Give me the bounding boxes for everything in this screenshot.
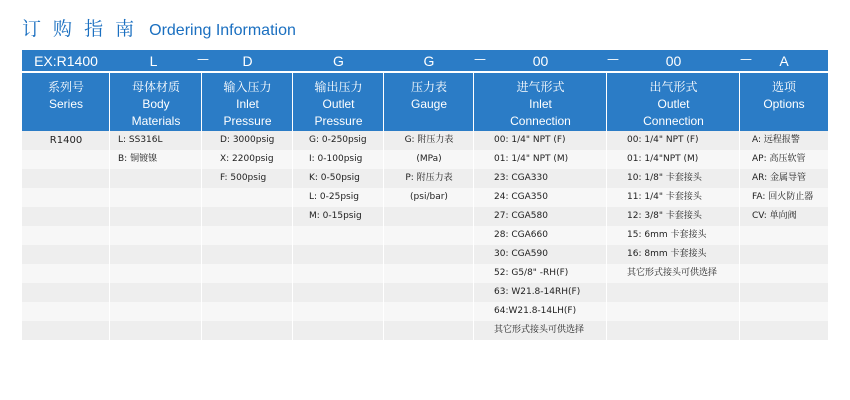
header-en: Options — [763, 97, 805, 111]
table-cell: AP: 高压软管 — [740, 150, 828, 169]
code-outlet-connection: 00 — [665, 53, 682, 69]
table-cell — [110, 321, 202, 340]
table-cell — [202, 283, 293, 302]
code-separator: — — [607, 52, 619, 66]
table-cell: 01: 1/4" NPT (M) — [474, 150, 607, 169]
code-separator: — — [740, 52, 752, 66]
table-cell — [202, 188, 293, 207]
table-cell — [22, 188, 110, 207]
table-cell — [384, 264, 474, 283]
table-cell: 15: 6mm 卡套接头 — [607, 226, 740, 245]
table-cell: CV: 单向阀 — [740, 207, 828, 226]
table-cell: 23: CGA330 — [474, 169, 607, 188]
header-en: Pressure — [314, 114, 363, 128]
table-cell: 64:W21.8-14LH(F) — [474, 302, 607, 321]
header-cn: 输出压力 — [314, 80, 363, 94]
table-cell — [202, 245, 293, 264]
table-cell — [740, 264, 828, 283]
table-cell: AR: 金属导管 — [740, 169, 828, 188]
table-cell: 24: CGA350 — [474, 188, 607, 207]
table-cell — [22, 245, 110, 264]
table-cell — [110, 283, 202, 302]
table-cell — [202, 226, 293, 245]
table-cell: (psi/bar) — [384, 188, 474, 207]
column-divider — [201, 73, 202, 348]
table-cell: G: 附压力表 — [384, 131, 474, 150]
column-divider — [606, 73, 607, 348]
column-header — [740, 73, 828, 131]
table-cell: 其它形式接头可供选择 — [474, 321, 607, 340]
table-cell: D: 3000psig — [202, 131, 293, 150]
table-cell: 10: 1/8" 卡套接头 — [607, 169, 740, 188]
table-cell: (MPa) — [384, 150, 474, 169]
table-cell — [22, 302, 110, 321]
header-en: Materials — [131, 114, 181, 128]
table-cell — [22, 169, 110, 188]
table-cell — [607, 321, 740, 340]
table-column — [740, 131, 828, 348]
column-header — [202, 73, 293, 131]
code-body-material: L — [149, 53, 158, 69]
table-cell — [22, 207, 110, 226]
table-cell — [202, 321, 293, 340]
header-cn: 母体材质 — [131, 80, 180, 94]
table-cell — [384, 245, 474, 264]
table-cell: K: 0-50psig — [293, 169, 384, 188]
table-cell: 12: 3/8" 卡套接头 — [607, 207, 740, 226]
code-gauge: G — [423, 53, 435, 69]
table-cell — [22, 226, 110, 245]
header-cn: 出气形式 — [649, 80, 698, 94]
table-cell: 30: CGA590 — [474, 245, 607, 264]
table-cell: M: 0-15psig — [293, 207, 384, 226]
header-en: Pressure — [223, 114, 272, 128]
column-header — [474, 73, 607, 131]
table-column — [202, 131, 293, 348]
table-cell: FA: 回火防止器 — [740, 188, 828, 207]
table-cell: L: SS316L — [110, 131, 202, 150]
code-inlet-connection: 00 — [532, 53, 549, 69]
table-column — [607, 131, 740, 348]
table-cell — [293, 245, 384, 264]
table-cell — [607, 302, 740, 321]
table-cell — [740, 283, 828, 302]
table-cell — [740, 321, 828, 340]
table-cell: P: 附压力表 — [384, 169, 474, 188]
table-cell — [607, 283, 740, 302]
table-cell — [293, 302, 384, 321]
table-cell: F: 500psig — [202, 169, 293, 188]
header-en: Connection — [510, 114, 571, 128]
column-divider — [383, 73, 384, 348]
code-outlet-pressure: G — [333, 53, 344, 69]
table-cell: 00: 1/4" NPT (F) — [474, 131, 607, 150]
column-header — [607, 73, 740, 131]
table-cell: B: 铜镀镍 — [110, 150, 202, 169]
title-cn: 订 购 指 南 — [22, 18, 138, 40]
table-cell — [110, 264, 202, 283]
table-cell — [384, 283, 474, 302]
column-divider — [473, 73, 474, 348]
header-cn: 输入压力 — [223, 80, 272, 94]
table-column — [110, 131, 202, 348]
table-column — [22, 131, 110, 348]
table-cell — [110, 169, 202, 188]
header-en: Outlet — [322, 97, 355, 111]
code-separator: — — [474, 52, 486, 66]
header-en: Gauge — [410, 97, 448, 111]
table-cell — [22, 283, 110, 302]
column-divider — [739, 73, 740, 348]
table-cell: 16: 8mm 卡套接头 — [607, 245, 740, 264]
table-cell: 00: 1/4" NPT (F) — [607, 131, 740, 150]
table-cell: 11: 1/4" 卡套接头 — [607, 188, 740, 207]
table-cell — [22, 150, 110, 169]
table-cell — [22, 321, 110, 340]
table-cell — [293, 283, 384, 302]
table-cell — [293, 264, 384, 283]
header-cn: 选项 — [771, 80, 796, 94]
order-code-bar — [22, 50, 828, 72]
table-cell — [740, 245, 828, 264]
table-cell — [110, 245, 202, 264]
header-cn: 系列号 — [47, 80, 84, 94]
page-title — [22, 14, 296, 40]
table-cell: I: 0-100psig — [293, 150, 384, 169]
table-cell — [110, 207, 202, 226]
column-header — [110, 73, 202, 131]
header-en: Connection — [643, 114, 704, 128]
code-inlet-pressure: D — [242, 53, 253, 69]
table-cell — [293, 226, 384, 245]
table-cell — [202, 302, 293, 321]
header-en: Body — [142, 97, 170, 111]
table-cell — [384, 226, 474, 245]
table-cell — [110, 302, 202, 321]
table-cell: 63: W21.8-14RH(F) — [474, 283, 607, 302]
header-en: Series — [48, 97, 83, 111]
table-cell: 01: 1/4"NPT (M) — [607, 150, 740, 169]
header-cn: 进气形式 — [516, 80, 565, 94]
table-cell — [22, 264, 110, 283]
code-example: EX:R1400 — [34, 53, 98, 69]
column-divider — [292, 73, 293, 348]
table-cell: G: 0-250psig — [293, 131, 384, 150]
header-en: Inlet — [529, 97, 552, 111]
table-cell — [293, 321, 384, 340]
table-cell — [202, 264, 293, 283]
table-cell: 27: CGA580 — [474, 207, 607, 226]
title-en: Ordering Information — [149, 22, 296, 39]
header-cn: 压力表 — [410, 80, 447, 94]
table-cell — [384, 207, 474, 226]
table-column — [474, 131, 607, 348]
column-header — [293, 73, 384, 131]
table-cell — [740, 226, 828, 245]
table-cell — [740, 302, 828, 321]
table-cell: R1400 — [22, 131, 110, 150]
code-options: A — [779, 53, 789, 69]
column-header — [22, 73, 110, 131]
header-en: Outlet — [657, 97, 690, 111]
table-cell: X: 2200psig — [202, 150, 293, 169]
column-divider — [109, 73, 110, 348]
table-cell — [110, 188, 202, 207]
table-cell — [110, 226, 202, 245]
code-separator: — — [197, 52, 209, 66]
table-cell: A: 远程报警 — [740, 131, 828, 150]
table-cell: 52: G5/8" -RH(F) — [474, 264, 607, 283]
table-cell — [202, 207, 293, 226]
table-cell — [384, 302, 474, 321]
header-en: Inlet — [236, 97, 259, 111]
table-cell — [384, 321, 474, 340]
table-cell: 其它形式接头可供选择 — [607, 264, 740, 283]
table-cell: L: 0-25psig — [293, 188, 384, 207]
table-cell: 28: CGA660 — [474, 226, 607, 245]
table-column — [293, 131, 384, 348]
table-column — [384, 131, 474, 348]
column-header — [384, 73, 474, 131]
